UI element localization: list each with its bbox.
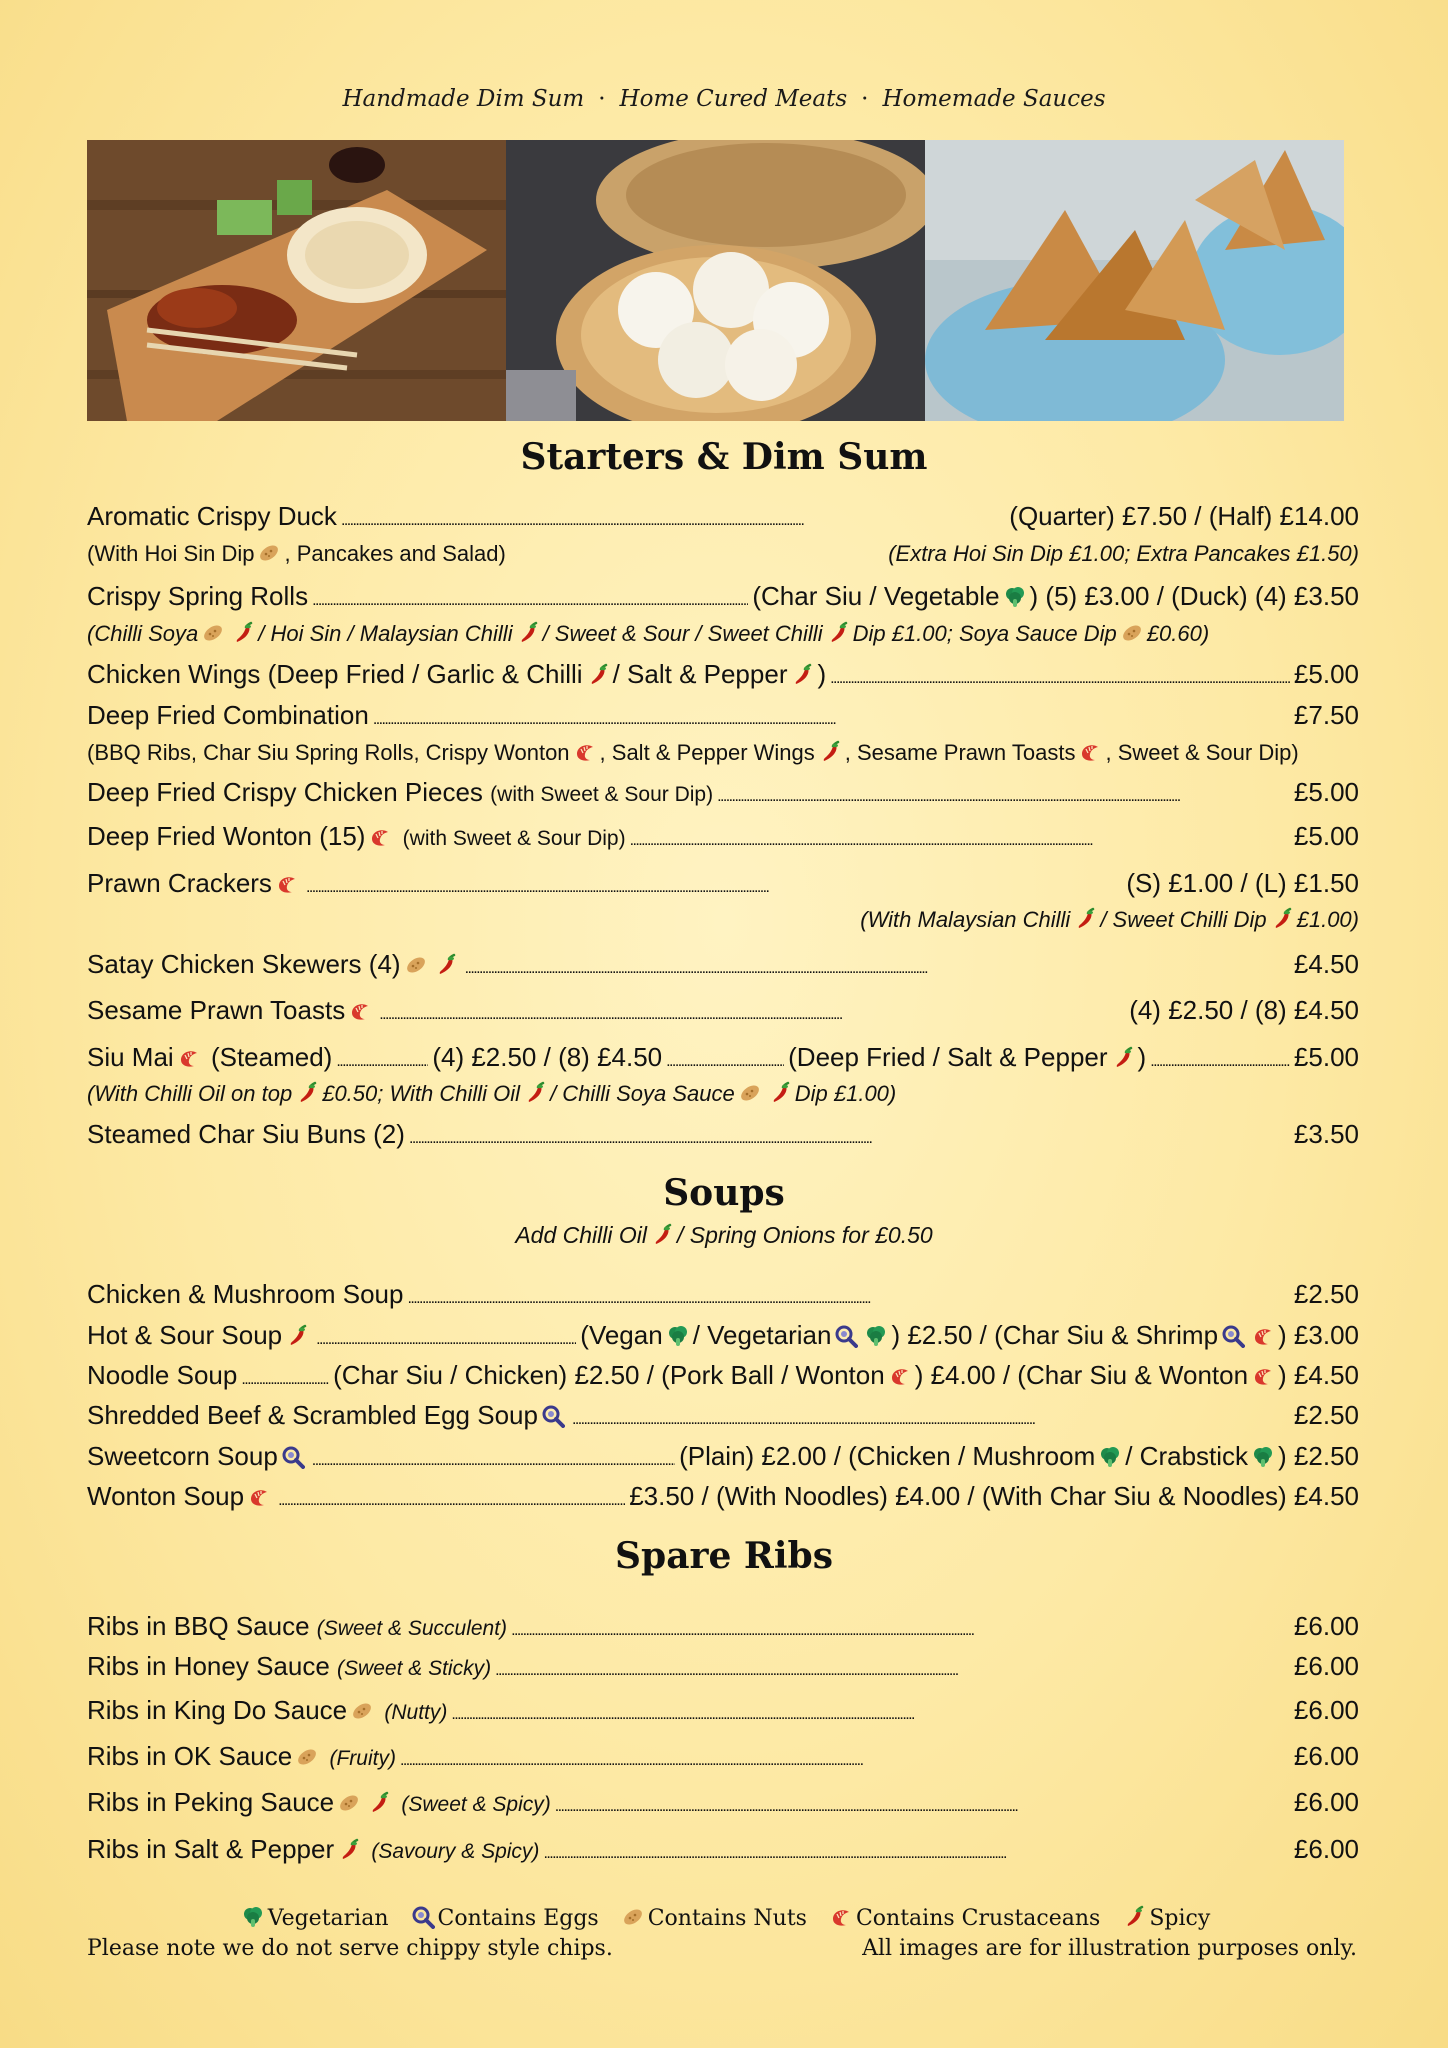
tagline-sauces: Homemade Sauces: [882, 86, 1106, 112]
crackers-name: Prawn Crackers: [87, 868, 272, 898]
item-price: (Quarter) £7.50 / (Half) £14.00: [1009, 501, 1359, 531]
peanut-icon: [350, 1699, 374, 1723]
combo-b: , Salt & Pepper Wings: [599, 740, 815, 765]
menu-item-steamed-char-siu-buns: [87, 1119, 1359, 1150]
menu-item-ribs-bbq: [87, 1611, 1359, 1642]
dot-leader: [312, 581, 748, 612]
duck-subline: [87, 541, 1359, 567]
item-name: [87, 949, 461, 980]
item-price: [752, 581, 1359, 612]
dot-leader: [830, 659, 1290, 690]
soups-note-b: / Spring Onions for £0.50: [676, 1222, 933, 1248]
footer-chips-note: Please note we do not serve chippy style chips.: [87, 1936, 613, 1961]
spring-price-a: (Char Siu / Vegetable: [752, 581, 1000, 611]
item-name: Chicken & Mushroom Soup: [87, 1279, 404, 1309]
starters-title: Starters & Dim Sum: [520, 436, 928, 478]
item-name: Noodle Soup: [87, 1360, 238, 1390]
item-name: [87, 821, 626, 852]
chilli-icon: [818, 740, 842, 764]
menu-item-wonton-soup: [87, 1481, 1359, 1512]
item-name: [87, 1481, 274, 1512]
ribs-note: (Sweet & Succulent): [316, 1617, 508, 1640]
item-price: (4) £2.50 / (8) £4.50: [1129, 995, 1359, 1025]
duck-includes-b: , Pancakes and Salad): [284, 541, 506, 566]
ribs-name: Ribs in Honey Sauce: [87, 1651, 330, 1681]
siumai-name-c: (Deep Fried / Salt & Pepper: [788, 1042, 1108, 1072]
prawn-crackers-dips: [87, 907, 1359, 933]
peanut-icon: [621, 1905, 645, 1929]
shrimp-icon: [829, 1905, 853, 1929]
hotsour-p-b: / Vegetarian: [692, 1320, 832, 1350]
ribs-name: Ribs in BBQ Sauce: [87, 1611, 310, 1641]
item-price: [333, 1360, 1359, 1391]
item-price: £5.00: [1293, 777, 1359, 807]
item-name: [87, 1400, 568, 1431]
hotsour-p-d: ) £3.00: [1278, 1320, 1359, 1350]
item-price: £2.50: [1293, 1400, 1359, 1430]
dip-e: £0.60): [1146, 621, 1210, 646]
egg-magnifier-icon: [541, 1404, 565, 1428]
siumai-extra-b: £0.50; With Chilli Oil: [322, 1081, 521, 1106]
item-price: £6.00: [1293, 1695, 1359, 1725]
crackers-dip-a: (With Malaysian Chilli: [860, 907, 1071, 932]
soups-note: [0, 1222, 1448, 1249]
item-price: £4.50: [1293, 949, 1359, 979]
chicken-pieces-name: Deep Fried Crispy Chicken Pieces: [87, 777, 483, 807]
ribs-note: (Sweet & Sticky): [337, 1657, 492, 1680]
chilli-icon: [790, 663, 814, 687]
dot-leader: [451, 1695, 1290, 1726]
item-name: [87, 1695, 447, 1726]
chilli-icon: [367, 1791, 391, 1815]
ribs-name: Ribs in King Do Sauce: [87, 1695, 348, 1725]
egg-magnifier-icon: [834, 1324, 858, 1348]
sweetcorn-p-b: / Crabstick: [1125, 1441, 1249, 1471]
shrimp-icon: [177, 1046, 201, 1070]
ribs-name: Ribs in Salt & Pepper: [87, 1834, 335, 1864]
dot-leader: [543, 1834, 1289, 1865]
item-name: [87, 659, 826, 690]
item-price: £6.00: [1293, 1787, 1359, 1817]
chilli-icon: [434, 953, 458, 977]
siumai-name-d: ): [1137, 1042, 1147, 1072]
combo-a: (BBQ Ribs, Char Siu Spring Rolls, Crispy Wonton: [87, 740, 570, 765]
chilli-icon: [337, 1838, 361, 1862]
legend-crustaceans: [826, 1906, 1100, 1931]
wings-name-b: / Salt & Pepper: [612, 659, 788, 689]
item-price: £7.50: [1293, 700, 1359, 730]
chilli-icon: [650, 1223, 674, 1247]
siu-mai-extras: [87, 1081, 1359, 1107]
wonton-soup-name: Wonton Soup: [87, 1481, 245, 1511]
ribs-note: (Fruity): [329, 1747, 396, 1770]
broccoli-icon: [1098, 1445, 1122, 1469]
chilli-icon: [523, 1081, 547, 1105]
dot-leader: [409, 1119, 1290, 1150]
broccoli-icon: [864, 1324, 888, 1348]
ribs-note: (Nutty): [384, 1701, 448, 1724]
menu-item-sesame-prawn-toasts: [87, 995, 1359, 1026]
item-name: [87, 995, 375, 1026]
duck-extras: (Extra Hoi Sin Dip £1.00; Extra Pancakes £1.50): [888, 541, 1359, 566]
dot-leader: [373, 700, 1290, 731]
chilli-icon: [1073, 907, 1097, 931]
item-price: £5.00: [1293, 821, 1359, 851]
dot-leader: [1150, 1042, 1290, 1073]
footer-images-note: All images are for illustration purposes only.: [862, 1936, 1357, 1961]
shrimp-icon: [348, 999, 372, 1023]
shrimp-icon: [1251, 1364, 1275, 1388]
legend-vegetarian-label: Vegetarian: [267, 1906, 389, 1931]
ribs-note: (Savoury & Spicy): [371, 1840, 540, 1863]
menu-item-satay-chicken-skewers: [87, 949, 1359, 980]
sweetcorn-p-a: (Plain) £2.00 / (Chicken / Mushroom: [679, 1441, 1096, 1471]
dot-leader: [495, 1651, 1290, 1682]
siumai-fried-name: [788, 1042, 1146, 1073]
noodle-p-a: (Char Siu / Chicken) £2.50 / (Pork Ball / Wonton: [333, 1360, 885, 1390]
beef-name: Shredded Beef & Scrambled Egg Soup: [87, 1400, 538, 1430]
photo-char-siu-buns: [506, 140, 925, 421]
dot-leader: [312, 1441, 675, 1472]
item-name: Deep Fried Combination: [87, 700, 369, 730]
dot-leader: [717, 777, 1290, 808]
spring-price-b: ) (5) £3.00 / (Duck) (4) £3.50: [1029, 581, 1359, 611]
legend-spicy: [1119, 1906, 1210, 1931]
shrimp-icon: [1251, 1324, 1275, 1348]
item-name: [87, 777, 713, 808]
chilli-icon: [231, 621, 255, 645]
toasts-name: Sesame Prawn Toasts: [87, 995, 346, 1025]
tagline-dim-sum: Handmade Dim Sum: [342, 86, 585, 112]
dip-a: (Chilli Soya: [87, 621, 199, 646]
item-name: [87, 1441, 308, 1472]
item-name: [87, 1834, 539, 1865]
hotsour-p-a: (Vegan: [580, 1320, 663, 1350]
menu-item-sweetcorn-soup: [87, 1441, 1359, 1472]
dip-c: / Sweet & Sour / Sweet Chilli: [542, 621, 823, 646]
item-price: £5.00: [1293, 659, 1359, 689]
menu-item-ribs-honey: [87, 1651, 1359, 1682]
dot-leader: [336, 1042, 428, 1073]
ribs-note: (Sweet & Spicy): [401, 1793, 551, 1816]
hotsour-p-c: ) £2.50 / (Char Siu & Shrimp: [891, 1320, 1219, 1350]
chilli-icon: [516, 621, 540, 645]
duck-includes-a: (With Hoi Sin Dip: [87, 541, 255, 566]
item-price: £6.00: [1293, 1651, 1359, 1681]
legend-nuts-label: Contains Nuts: [647, 1906, 807, 1931]
crackers-dip-b: / Sweet Chilli Dip: [1100, 907, 1267, 932]
menu-item-ribs-salt-pepper: [87, 1834, 1359, 1865]
item-name: [87, 1042, 332, 1073]
dot-leader: [630, 821, 1290, 852]
menu-item-noodle-soup: [87, 1360, 1359, 1391]
shrimp-icon: [247, 1485, 271, 1509]
item-name: [87, 868, 302, 899]
dip-b: / Hoi Sin / Malaysian Chilli: [258, 621, 513, 646]
menu-item-aromatic-crispy-duck: [87, 501, 1359, 532]
item-name: [87, 1651, 491, 1682]
dot-leader: [572, 1400, 1290, 1431]
chilli-icon: [1111, 1046, 1135, 1070]
item-price: £6.00: [1293, 1741, 1359, 1771]
chilli-icon: [295, 1081, 319, 1105]
dot-leader: [379, 995, 1125, 1026]
wings-name-a: Chicken Wings (Deep Fried / Garlic & Chilli: [87, 659, 583, 689]
dot-leader: [511, 1611, 1290, 1642]
soups-title: Soups: [663, 1172, 785, 1214]
footer: [87, 1936, 1357, 1961]
peanut-icon: [295, 1745, 319, 1769]
peanut-icon: [337, 1791, 361, 1815]
shrimp-icon: [573, 740, 597, 764]
spare-ribs-title: Spare Ribs: [615, 1535, 833, 1577]
menu-item-prawn-crackers: [87, 868, 1359, 899]
shrimp-icon: [888, 1364, 912, 1388]
broccoli-icon: [1251, 1445, 1275, 1469]
dot-leader: [465, 949, 1290, 980]
wonton-note: (with Sweet & Sour Dip): [402, 827, 626, 850]
satay-name: Satay Chicken Skewers (4): [87, 949, 401, 979]
item-name: [87, 1741, 396, 1772]
item-name: Crispy Spring Rolls: [87, 581, 309, 611]
dot-leader: [341, 501, 1005, 532]
tagline: [0, 86, 1448, 112]
dot-leader: [316, 1320, 576, 1351]
combination-contents: [87, 740, 1359, 766]
chilli-icon: [768, 1081, 792, 1105]
item-price: £6.00: [1293, 1611, 1359, 1641]
menu-item-deep-fried-wonton: [87, 821, 1359, 852]
egg-magnifier-icon: [411, 1905, 435, 1929]
menu-item-ribs-ok: [87, 1741, 1359, 1772]
tagline-cured-meats: Home Cured Meats: [619, 86, 848, 112]
dot-leader: [306, 868, 1122, 899]
combo-c: , Sesame Prawn Toasts: [844, 740, 1076, 765]
siumai-extra-c: / Chilli Soya Sauce: [550, 1081, 735, 1106]
item-name: [87, 1320, 312, 1351]
chilli-icon: [1270, 907, 1294, 931]
siumai-extra-a: (With Chilli Oil on top: [87, 1081, 293, 1106]
ribs-name: Ribs in OK Sauce: [87, 1741, 293, 1771]
legend-spicy-label: Spicy: [1149, 1906, 1211, 1931]
noodle-p-c: ) £4.50: [1278, 1360, 1359, 1390]
item-price: £2.50: [1293, 1279, 1359, 1309]
chilli-icon: [586, 663, 610, 687]
dot-leader: [555, 1787, 1290, 1818]
item-name: [87, 1611, 507, 1642]
peanut-icon: [201, 621, 225, 645]
item-name: Aromatic Crispy Duck: [87, 501, 337, 531]
shrimp-icon: [275, 872, 299, 896]
item-price: [679, 1441, 1359, 1472]
egg-magnifier-icon: [281, 1445, 305, 1469]
legend-crustaceans-label: Contains Crustaceans: [855, 1906, 1101, 1931]
soups-note-a: Add Chilli Oil: [515, 1222, 647, 1248]
menu-item-deep-fried-combination: [87, 700, 1359, 731]
peanut-icon: [1120, 621, 1144, 645]
photo-crispy-duck: [87, 140, 506, 421]
hotsour-name: Hot & Sour Soup: [87, 1320, 283, 1350]
menu-item-ribs-king-do: [87, 1695, 1359, 1726]
noodle-p-b: ) £4.00 / (Char Siu & Wonton: [914, 1360, 1249, 1390]
menu-item-crispy-spring-rolls: [87, 581, 1359, 612]
peanut-icon: [404, 953, 428, 977]
menu-item-siu-mai: [87, 1042, 1359, 1073]
broccoli-icon: [666, 1324, 690, 1348]
peanut-icon: [257, 541, 281, 565]
sweetcorn-name: Sweetcorn Soup: [87, 1441, 278, 1471]
chilli-icon: [826, 621, 850, 645]
sweetcorn-p-c: ) £2.50: [1278, 1441, 1359, 1471]
tagline-separator: ·: [861, 86, 869, 112]
dip-d: Dip £1.00; Soya Sauce Dip: [852, 621, 1117, 646]
legend-nuts: [618, 1906, 807, 1931]
menu-item-hot-sour-soup: [87, 1320, 1359, 1351]
photo-sesame-prawn-toast: [925, 140, 1344, 421]
menu-item-ribs-peking: [87, 1787, 1359, 1818]
chilli-icon: [1122, 1905, 1146, 1929]
item-price: £5.00: [1293, 1042, 1359, 1072]
siumai-steamed-price: (4) £2.50 / (8) £4.50: [432, 1042, 663, 1072]
item-price: [580, 1320, 1359, 1351]
chilli-icon: [285, 1324, 309, 1348]
item-name: [87, 1787, 551, 1818]
food-photo-strip: [87, 140, 1344, 421]
duck-includes: [87, 541, 506, 567]
menu-item-chicken-wings: [87, 659, 1359, 690]
siumai-name-a: Siu Mai: [87, 1042, 174, 1072]
wonton-name: Deep Fried Wonton (15): [87, 821, 366, 851]
siumai-extra-d: Dip £1.00): [794, 1081, 897, 1106]
menu-item-shredded-beef-soup: [87, 1400, 1359, 1431]
item-price: £6.00: [1293, 1834, 1359, 1864]
dot-leader: [407, 1279, 1289, 1310]
egg-magnifier-icon: [1221, 1324, 1245, 1348]
broccoli-icon: [1003, 585, 1027, 609]
crackers-dip-c: £1.00): [1296, 907, 1359, 932]
legend-eggs-label: Contains Eggs: [437, 1906, 599, 1931]
legend-vegetarian: [238, 1906, 389, 1931]
shrimp-icon: [1078, 740, 1102, 764]
broccoli-icon: [241, 1905, 265, 1929]
allergen-legend: [0, 1905, 1448, 1931]
combo-d: , Sweet & Sour Dip): [1105, 740, 1299, 765]
dot-leader: [400, 1741, 1290, 1772]
item-price: £3.50: [1293, 1119, 1359, 1149]
shrimp-icon: [368, 825, 392, 849]
item-price: £3.50 / (With Noodles) £4.00 / (With Char Siu & Noodles) £4.50: [629, 1481, 1359, 1511]
dot-leader: [666, 1042, 784, 1073]
wings-name-c: ): [817, 659, 827, 689]
tagline-separator: ·: [598, 86, 606, 112]
menu-item-crispy-chicken-pieces: [87, 777, 1359, 808]
menu-item-chicken-mushroom-soup: [87, 1279, 1359, 1310]
item-name: Steamed Char Siu Buns (2): [87, 1119, 405, 1149]
peanut-icon: [738, 1081, 762, 1105]
dot-leader: [278, 1481, 625, 1512]
siumai-name-b: (Steamed): [210, 1042, 333, 1072]
spring-rolls-dips: [87, 621, 1359, 647]
dot-leader: [241, 1360, 329, 1391]
legend-eggs: [408, 1906, 599, 1931]
ribs-name: Ribs in Peking Sauce: [87, 1787, 335, 1817]
item-price: (S) £1.00 / (L) £1.50: [1126, 868, 1359, 898]
chicken-pieces-note: (with Sweet & Sour Dip): [490, 783, 714, 806]
